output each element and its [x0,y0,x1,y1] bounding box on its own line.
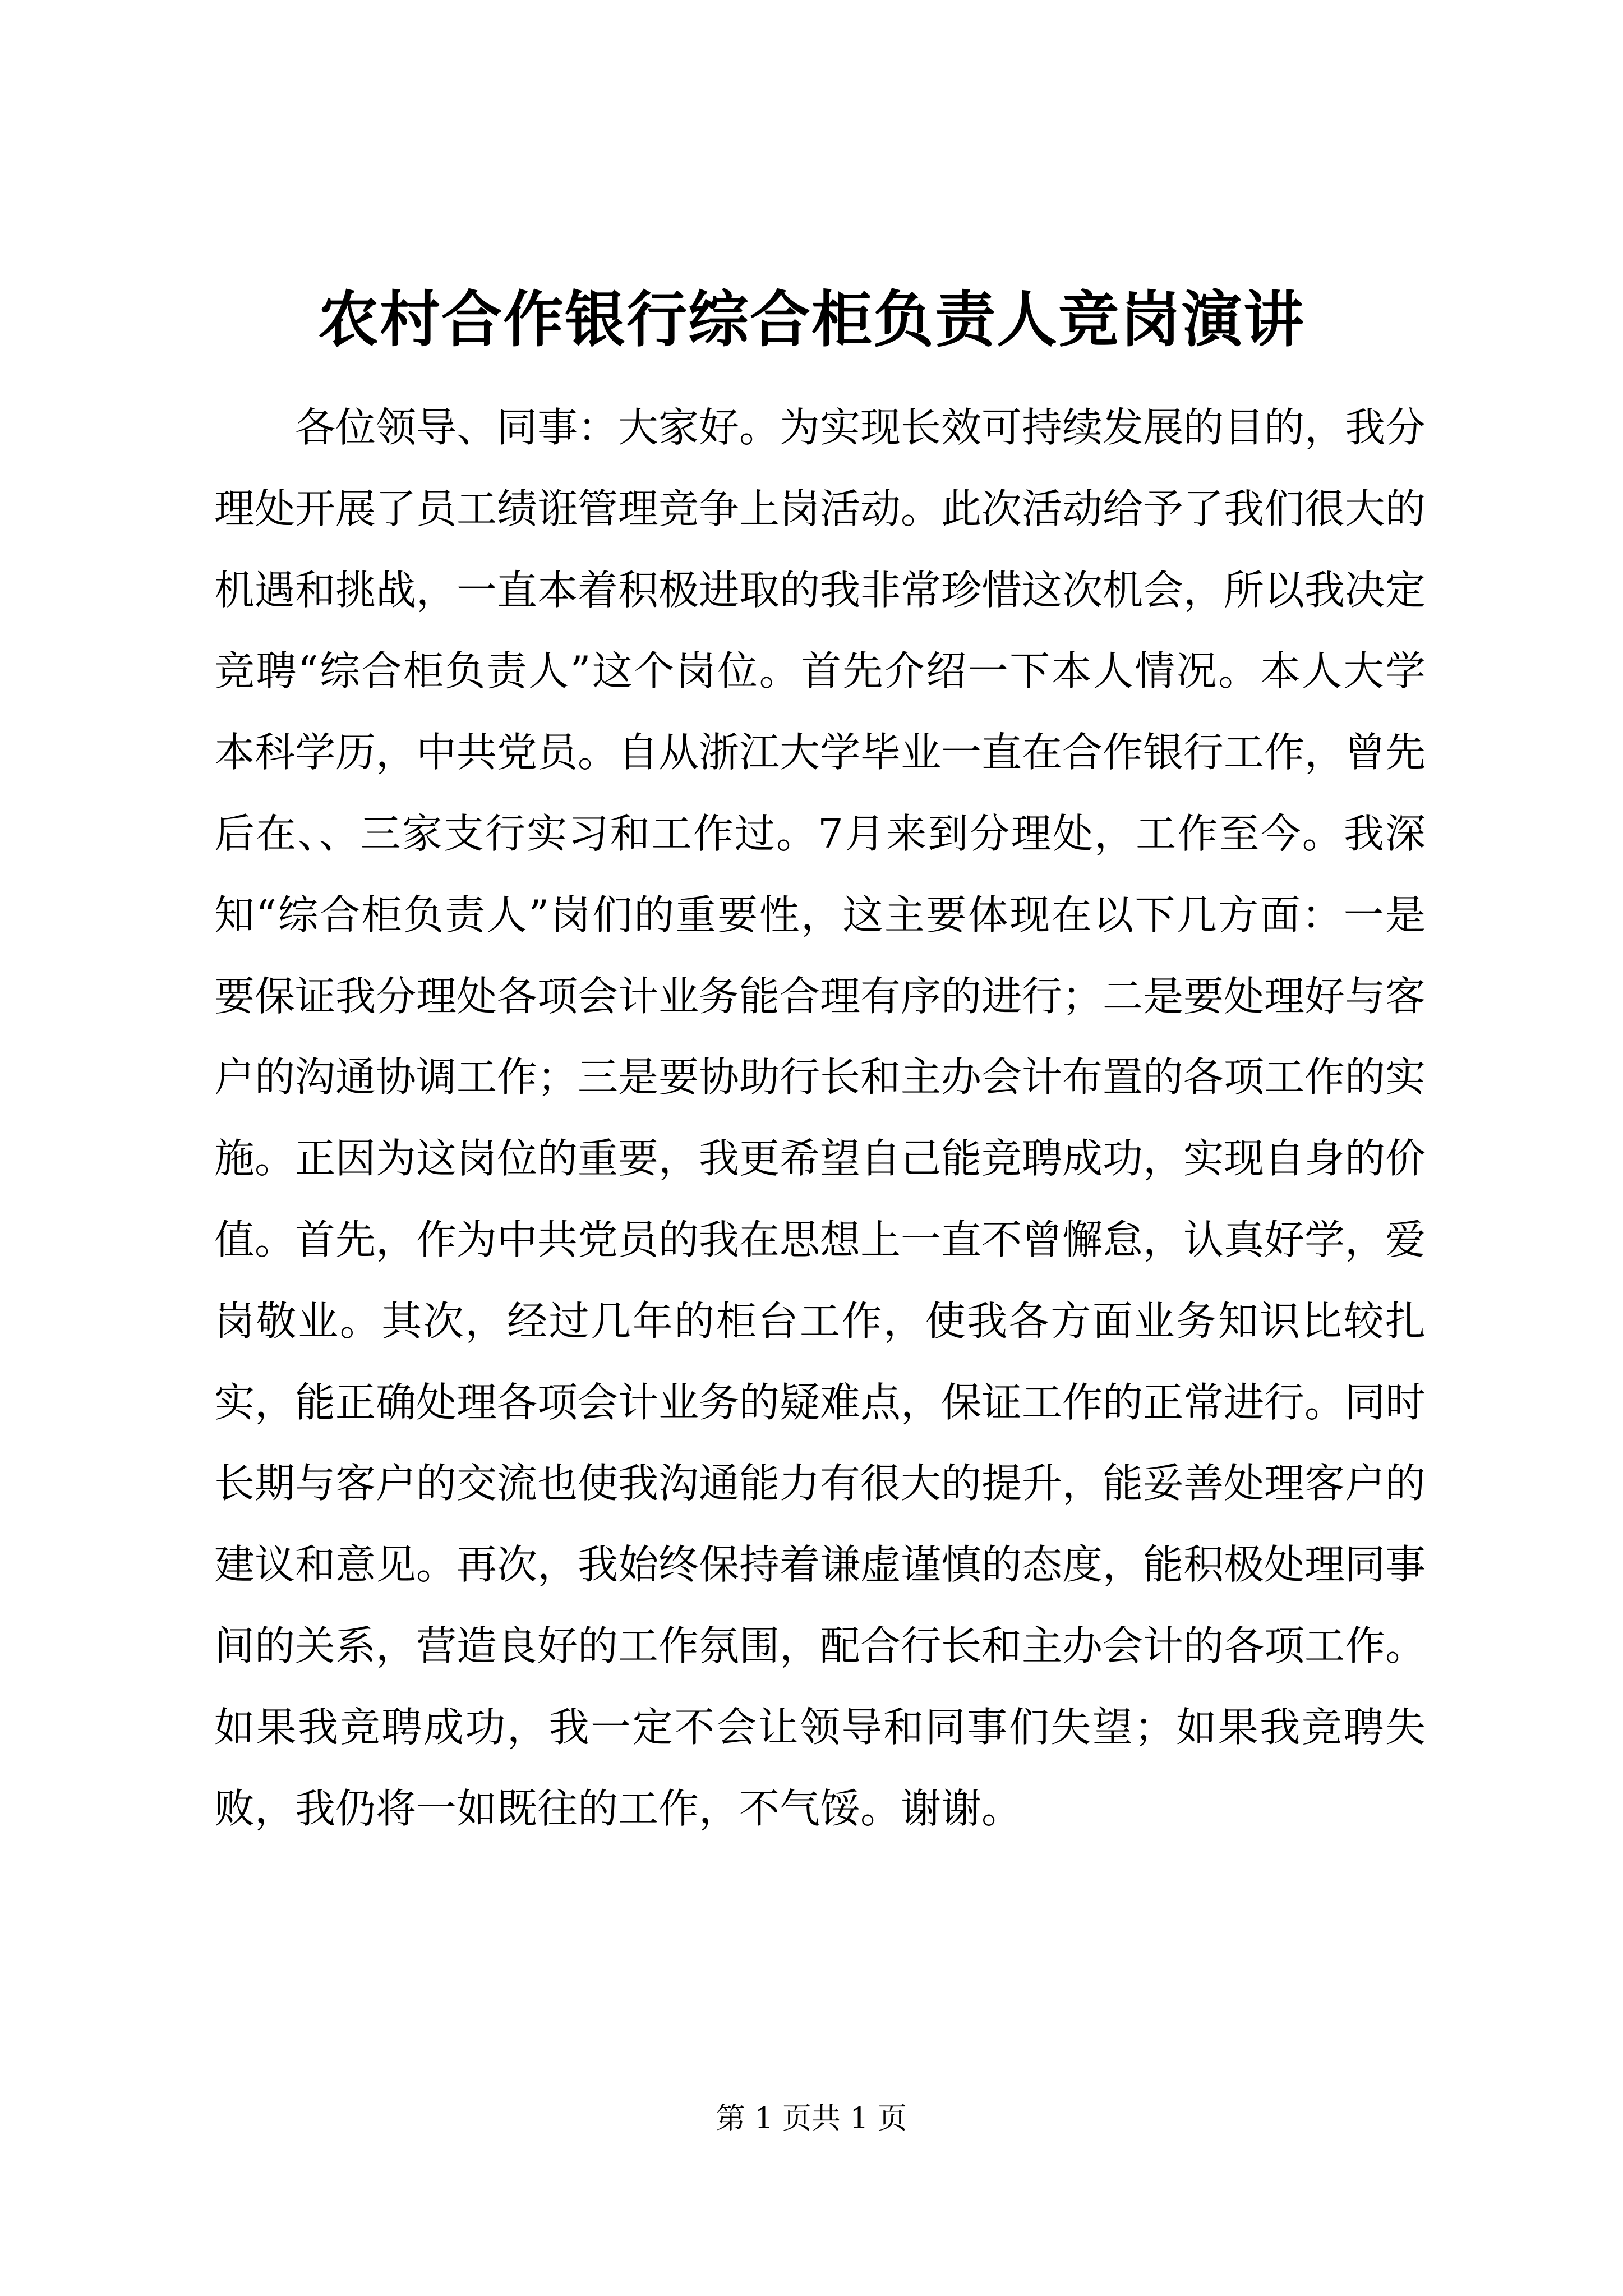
page-footer [0,2099,1623,2138]
document-body-paragraph: 各位领导、同事：大家好。为实现长效可持续发展的目的，我分理处开展了员工绩诳管理竞争上岗活动。此次活动给予了我们很大的机遇和挑战，一直本着积极进取的我非常珍惜这次机会，所以我决定竞聘“综合柜负责人”这个岗位。首先介绍一下本人情况。本人大学本科学历，中共党员。自从浙江大学毕业一直在合作银行工作，曾先后在、、三家支行实习和工作过。7月来到分理处，工作至今。我深知“综合柜负责人”岗们的重要性，这主要体现在以下几方面：一是要保证我分理处各项会计业务能合理有序的进行；二是要处理好与客户的沟通协调工作；三是要协助行长和主办会计布置的各项工作的实施。正因为这岗位的重要，我更希望自己能竞聘成功，实现自身的价值。首先，作为中共党员的我在思想上一直不曾懈怠，认真好学，爱岗敬业。其次，经过几年的柜台工作，使我各方面业务知识比较扎实，能正确处理各项会计业务的疑难点，保证工作的正常进行。同时长期与客户的交流也使我沟通能力有很大的提升，能妥善处理客户的建议和意见。再次，我始终保持着谦虚谨慎的态度，能积极处理同事间的关系，营造良好的工作氛围，配合行长和主办会计的各项工作。如果我竞聘成功，我一定不会让领导和同事们失望；如果我竞聘失败，我仍将一如既往的工作，不气馁。谢谢。 [214,404,1426,1832]
page-total-label: 共 1 页 [811,2102,907,2136]
page-number-label: 第 1 页 [716,2102,811,2136]
document-title: 农村合作银行综合柜负责人竞岗演讲 [317,284,1305,355]
